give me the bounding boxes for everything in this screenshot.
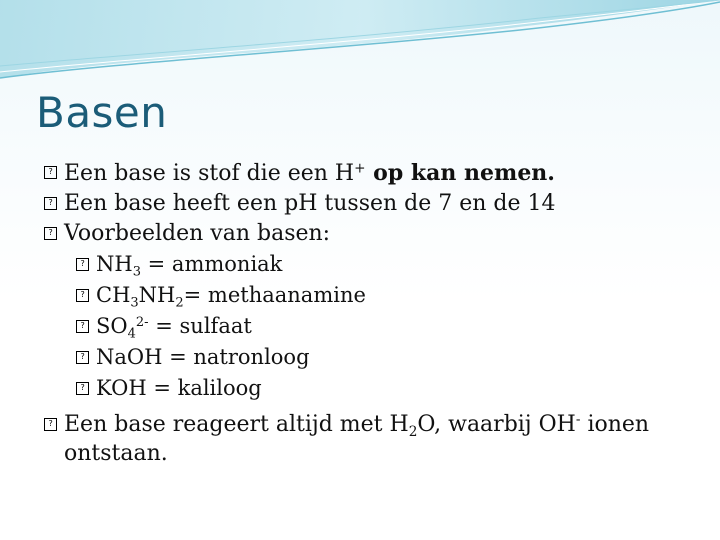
bullet-item-2-text: Een base heeft een pH tussen de 7 en de 14 (64, 191, 556, 216)
example-item-so4 (44, 311, 694, 342)
bullet-box-icon: ? (76, 320, 89, 333)
bullet-box-icon: ? (44, 227, 57, 240)
example-item-nh3 (44, 249, 694, 280)
bullet-item-2 (44, 189, 694, 219)
example-item-ch3nh2 (44, 280, 694, 311)
bullet-box-icon: ? (76, 351, 89, 364)
formula-text: Na (96, 345, 127, 369)
example-item-koh (44, 373, 694, 404)
example-name: OH = natronloog (126, 345, 310, 369)
bullet-box-icon: ? (44, 197, 57, 210)
superscript: - (575, 411, 581, 428)
bullet-box-icon: ? (76, 258, 89, 271)
superscript: + (354, 160, 366, 177)
subscript: 3 (130, 295, 139, 311)
bullet-box-icon: ? (44, 166, 57, 179)
bullet-item-4-text: Een base reageert altijd met H (64, 412, 409, 437)
bullet-box-icon: ? (76, 382, 89, 395)
bullet-item-1-text: Een base is stof die een H (64, 161, 355, 186)
bullet-item-1-bold-text: op kan nemen. (365, 160, 555, 186)
example-item-naoh (44, 342, 694, 373)
formula-text: NH (138, 283, 176, 307)
subscript: 2 (408, 423, 418, 440)
bullet-box-icon: ? (76, 289, 89, 302)
slide-title: Basen (36, 88, 168, 137)
bullet-list (44, 158, 694, 468)
decorative-wave-banner (0, 0, 720, 90)
subscript: 2 (175, 295, 184, 311)
bullet-item-4-text: ionen (580, 412, 650, 437)
subscript: 3 (132, 264, 141, 280)
formula-text: NH (96, 252, 133, 276)
subscript: 4 (127, 326, 136, 342)
example-name: = methaanamine (183, 283, 366, 307)
formula-text: SO (96, 314, 128, 338)
bullet-item-1 (44, 158, 694, 189)
formula-text: CH (96, 283, 131, 307)
example-name: = ammoniak (140, 252, 283, 276)
superscript: 2- (135, 314, 149, 330)
example-name: KOH = kaliloog (96, 376, 262, 400)
bullet-item-3 (44, 219, 694, 249)
bullet-item-3-text: Voorbeelden van basen: (64, 221, 331, 246)
bullet-box-icon: ? (44, 418, 57, 431)
bullet-item-4 (44, 410, 694, 440)
bullet-item-4-text: O, waarbij OH (417, 412, 576, 437)
bullet-item-4-continuation: ontstaan. (64, 441, 168, 466)
example-name: = sulfaat (148, 314, 252, 338)
